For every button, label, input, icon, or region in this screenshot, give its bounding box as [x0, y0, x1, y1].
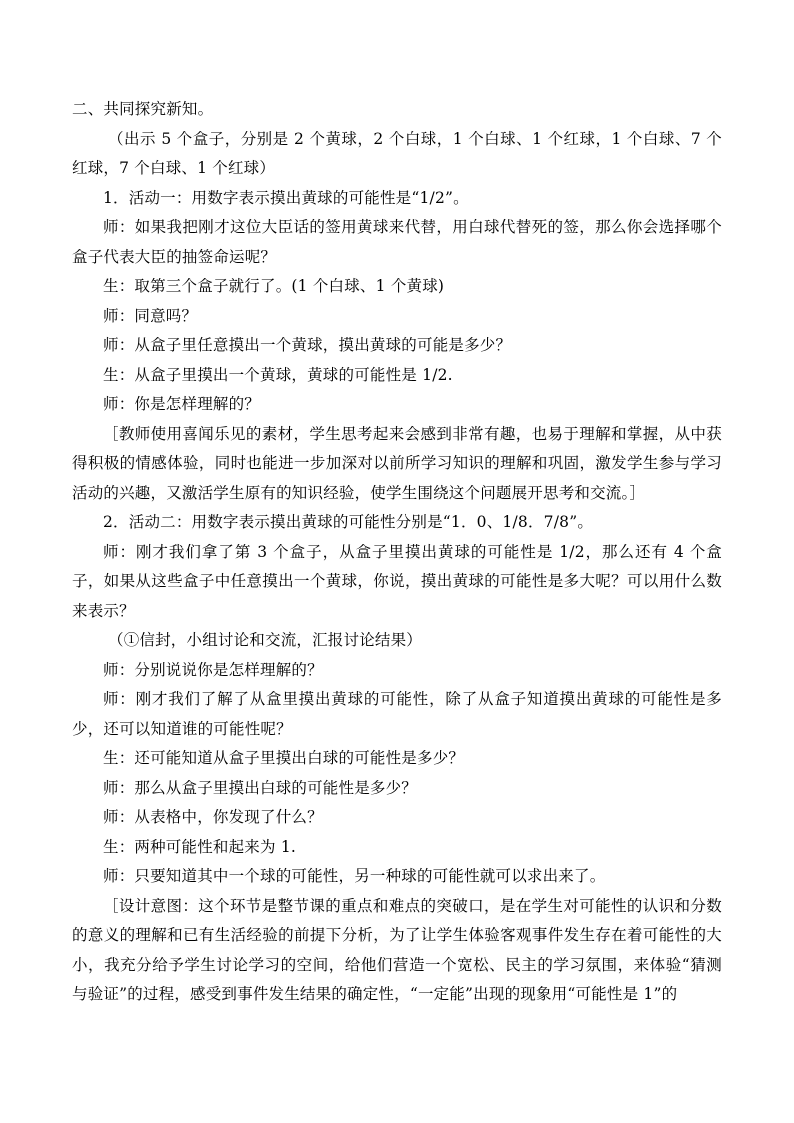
paragraph-teacher-other: 师：刚才我们了解了从盒里摸出黄球的可能性，除了从盒子知道摸出黄球的可能性是多少，还可以知道谁的可能性呢？	[72, 690, 722, 738]
paragraph-teacher-probability: 师：从盒子里任意摸出一个黄球，摸出黄球的可能是多少？	[103, 336, 512, 354]
paragraph-teacher-table: 师：从表格中，你发现了什么？	[103, 808, 323, 826]
paragraph-design-intent: ［设计意图：这个环节是整节课的重点和难点的突破口，是在学生对可能性的认识和分数的意义的理解和已有生活经验的前提下分析，为了让学生体验客观事件发生存在着可能性的大小，我充分给予学生讨论学习的空间，给他们营造一个宽松、民主的学习氛围，来体验“猜测与验证”的过程，感受到事件发生结果的确定性，“一定能”出现的现象用“可能性是 1”的	[72, 896, 722, 1003]
paragraph-teaching-note: ［教师使用喜闻乐见的素材，学生思考起来会感到非常有趣，也易于理解和掌握，从中获得积极的情感体验，同时也能进一步加深对以前所学习知识的理解和巩固，激发学生参与学习活动的兴趣，又激活学生原有的知识经验，使学生围绕这个问题展开思考和交流。］	[72, 424, 722, 502]
paragraph-boxes-intro: （出示 5 个盒子，分别是 2 个黄球，2 个白球，1 个白球、1 个红球，1 个白球、7 个红球，7 个白球、1 个红球）	[72, 129, 722, 177]
paragraph-student-white: 生：还可能知道从盒子里摸出白球的可能性是多少？	[103, 749, 465, 767]
paragraph-teacher-explain: 师：分别说说你是怎样理解的？	[103, 660, 323, 679]
paragraph-teacher-conclusion: 师：只要知道其中一个球的可能性，另一种球的可能性就可以求出来了。	[103, 867, 606, 885]
paragraph-teacher-question: 师：如果我把刚才这位大臣话的签用黄球来代替，用白球代替死的签，那么你会选择哪个盒子代表大臣的抽签命运呢？	[72, 218, 722, 266]
paragraph-student-half: 生：从盒子里摸出一个黄球，黄球的可能性是 1/2.	[103, 365, 453, 384]
section-heading: 二、共同探究新知。	[72, 100, 214, 118]
paragraph-activity-two: 2．活动二：用数字表示摸出黄球的可能性分别是“1．0、1/8．7/8”。	[103, 513, 594, 531]
paragraph-student-sum: 生：两种可能性和起来为 1.	[103, 837, 297, 856]
paragraph-group-discussion: （①信封，小组讨论和交流，汇报讨论结果）	[108, 631, 423, 649]
paragraph-activity-one: 1．活动一：用数字表示摸出黄球的可能性是“1/2”。	[103, 188, 469, 207]
paragraph-teacher-white: 师：那么从盒子里摸出白球的可能性是多少？	[103, 778, 418, 797]
paragraph-teacher-understand: 师：你是怎样理解的？	[103, 395, 261, 413]
paragraph-teacher-agree: 师：同意吗？	[103, 306, 198, 325]
paragraph-teacher-four-boxes: 师：刚才我们拿了第 3 个盒子，从盒子里摸出黄球的可能性是 1/2，那么还有 4 个盒子，如果从这些盒子中任意摸出一个黄球，你说，摸出黄球的可能性是多大呢？可以用什么数来表示？	[72, 542, 722, 620]
paragraph-student-answer: 生：取第三个盒子就行了。(1 个白球、1 个黄球)	[103, 277, 445, 295]
document-page	[72, 95, 722, 1010]
